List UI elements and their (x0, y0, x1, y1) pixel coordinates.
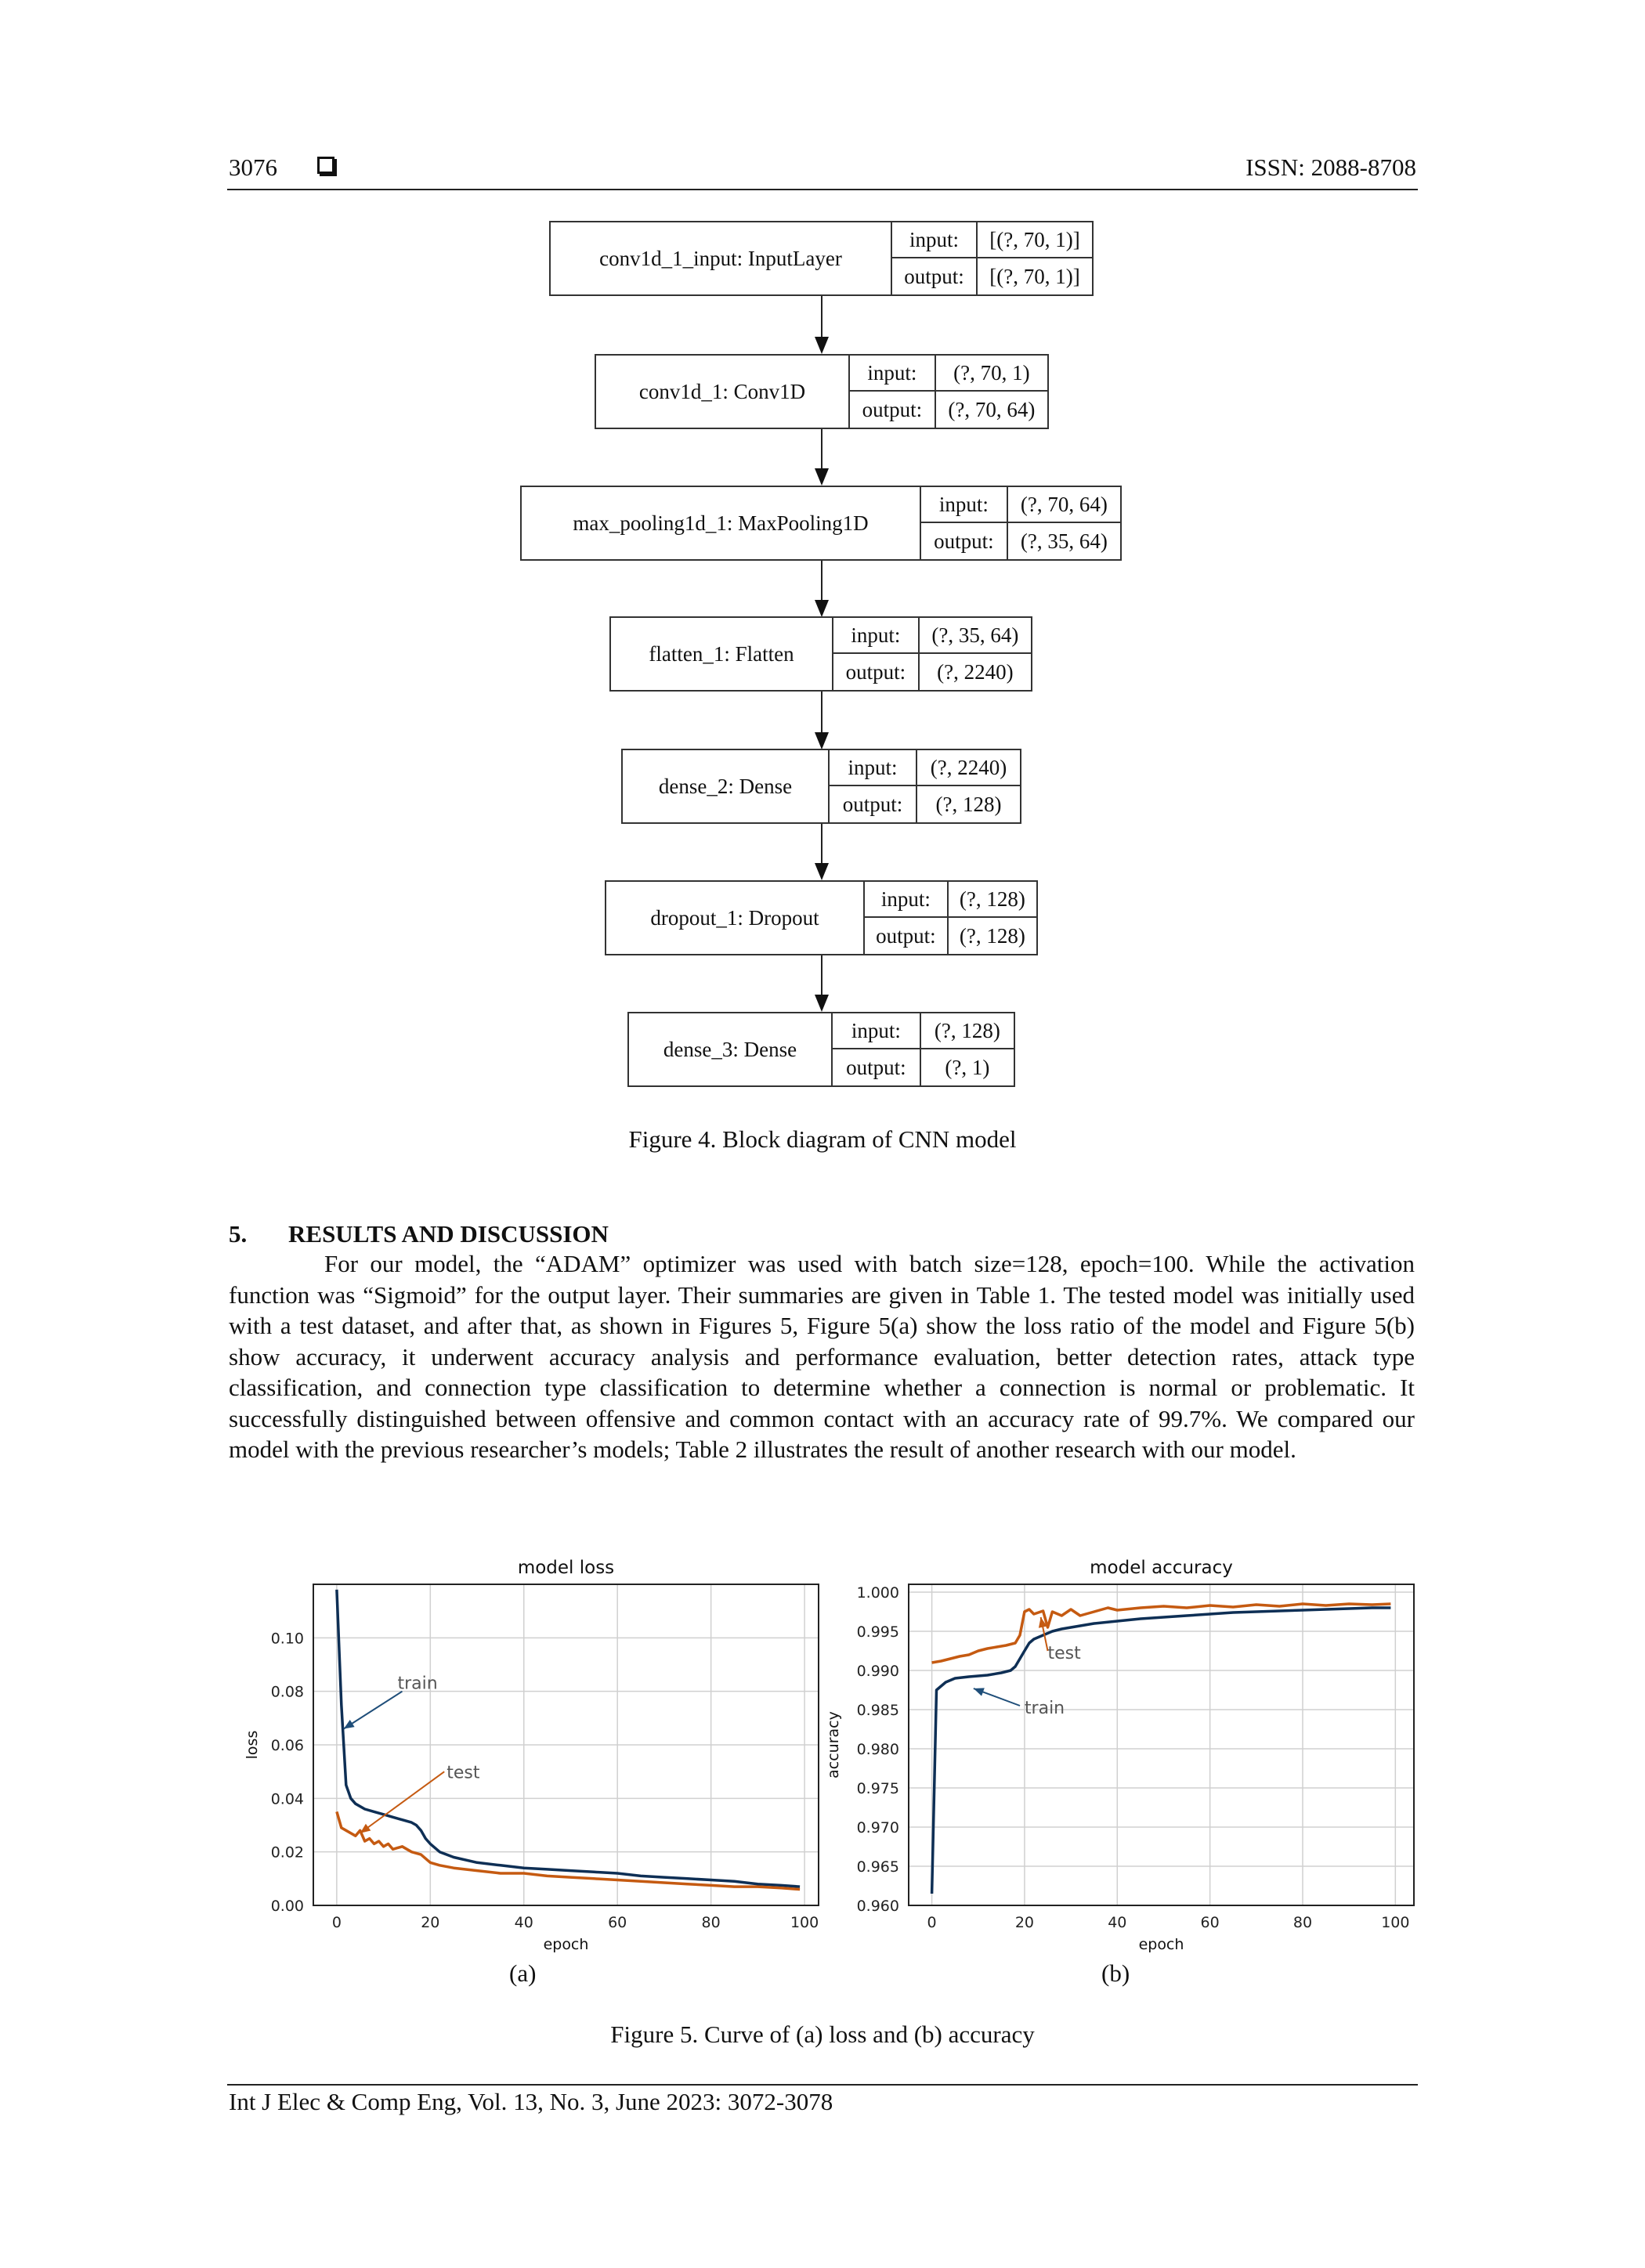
layer-name: dropout_1: Dropout (606, 882, 865, 954)
arrow-head (815, 600, 829, 617)
x-tick-label: 0 (331, 1914, 342, 1931)
layer-name: conv1d_1_input: InputLayer (551, 222, 892, 294)
series-line-test (932, 1604, 1391, 1663)
annotation-label: test (446, 1763, 480, 1783)
output-shape: (?, 35, 64) (1020, 529, 1108, 553)
subfigure-b-label: (b) (1101, 1959, 1130, 1987)
x-axis-label: epoch (543, 1936, 589, 1953)
output-shape: (?, 128) (959, 923, 1025, 948)
footer-rule (227, 2084, 1418, 2086)
y-axis-label: loss (244, 1730, 261, 1760)
x-tick-label: 0 (927, 1914, 937, 1931)
arrow (821, 692, 822, 732)
arrow-head (815, 863, 829, 880)
output-shape: [(?, 70, 1)] (989, 264, 1080, 288)
output-shape: (?, 2240) (937, 659, 1014, 684)
x-tick-label: 80 (1292, 1914, 1313, 1931)
page-number: 3076 (229, 153, 277, 181)
layer-block-dense-2 (621, 749, 1021, 824)
y-tick-label: 1.000 (856, 1584, 899, 1602)
arrow-head (815, 995, 829, 1012)
body-text: For our model, the “ADAM” optimizer was used with batch size=128, epoch=100. While the activation function was “Sigmoid” for the output layer. Their summaries are given in Table 1. The tested model was initially used with a test dataset, and after that, as shown in Figures 5, Figure 5(a) show the loss ratio of the model and Figure 5(b) show accuracy, it underwent accuracy analysis and performance evaluation, better detection rates, attack type classification, and connection type classification to determine whether a connection is normal or problematic. It successfully distinguished between offensive and common contact with an accuracy rate of 99.7%. We compared our model with the previous researcher’s models; Table 2 illustrates the result of another research with our model. (229, 1250, 1415, 1463)
input-shape: (?, 70, 64) (1008, 487, 1120, 523)
layer-name: dense_3: Dense (629, 1013, 833, 1085)
input-label: input: (921, 487, 1008, 523)
input-shape: (?, 128) (921, 1013, 1014, 1049)
y-tick-label: 0.970 (856, 1819, 899, 1836)
annotation-arrowhead (344, 1720, 355, 1729)
y-tick-label: 0.995 (856, 1623, 899, 1641)
output-label: output: (830, 786, 917, 822)
y-tick-label: 0.02 (270, 1844, 304, 1862)
arrow (821, 955, 822, 995)
figure-5-caption: Figure 5. Curve of (a) loss and (b) accuracy (610, 2021, 1035, 2048)
input-label: input: (830, 750, 917, 786)
layer-block-dense-3 (627, 1012, 1015, 1087)
footer-journal: Int J Elec & Comp Eng, Vol. 13, No. 3, June 2023: 3072-3078 (229, 2088, 833, 2115)
annotation-arrowhead (974, 1688, 985, 1696)
annotation-label: train (1024, 1699, 1065, 1718)
input-label: input: (833, 1013, 921, 1049)
x-tick-label: 40 (1108, 1914, 1127, 1931)
input-shape: (?, 128) (949, 882, 1036, 918)
output-label: output: (850, 392, 936, 428)
y-tick-label: 0.990 (856, 1663, 899, 1680)
y-axis-label: accuracy (825, 1711, 842, 1779)
y-tick-label: 0.10 (270, 1630, 304, 1648)
output-label: output: (833, 1049, 921, 1085)
layer-name: conv1d_1: Conv1D (596, 356, 850, 428)
layer-block-conv1d (595, 354, 1049, 429)
annotation-arrowhead (360, 1824, 371, 1833)
layer-block-flatten (609, 616, 1032, 692)
y-tick-label: 0.08 (270, 1683, 304, 1701)
x-tick-label: 60 (1200, 1914, 1220, 1931)
accuracy-chart (825, 1547, 1426, 1962)
arrow-head (815, 468, 829, 486)
output-label: output: (865, 918, 949, 954)
chart-title: model loss (517, 1558, 615, 1578)
x-tick-label: 100 (1381, 1914, 1410, 1931)
x-tick-label: 40 (514, 1914, 533, 1931)
arrow (821, 429, 822, 468)
output-shape: (?, 70, 64) (948, 397, 1036, 421)
y-tick-label: 0.06 (270, 1737, 304, 1754)
arrow (821, 561, 822, 600)
x-tick-label: 20 (421, 1914, 440, 1931)
header-square-icon (317, 157, 334, 176)
x-tick-label: 100 (790, 1914, 819, 1931)
input-label: input: (850, 356, 936, 392)
output-label: output: (921, 523, 1008, 559)
x-tick-label: 20 (1014, 1914, 1035, 1931)
y-tick-label: 0.965 (856, 1858, 899, 1876)
input-label: input: (892, 222, 978, 258)
loss-chart (235, 1547, 830, 1962)
y-tick-label: 0.04 (270, 1790, 304, 1808)
arrow (821, 296, 822, 337)
input-shape: [(?, 70, 1)] (978, 222, 1092, 258)
issn: ISSN: 2088-8708 (1246, 153, 1416, 181)
output-label: output: (833, 654, 920, 690)
body-paragraph (229, 1248, 1415, 1465)
section-title: RESULTS AND DISCUSSION (288, 1220, 609, 1248)
annotation-arrow (344, 1692, 403, 1729)
arrow (821, 824, 822, 863)
header-rule (227, 189, 1418, 190)
y-tick-label: 0.00 (270, 1898, 304, 1915)
annotation-label: test (1047, 1644, 1081, 1663)
y-tick-label: 0.960 (856, 1898, 899, 1915)
layer-block-dropout (605, 880, 1038, 955)
y-tick-label: 0.975 (856, 1780, 899, 1797)
subfigure-a-label: (a) (509, 1959, 537, 1987)
y-tick-label: 0.980 (856, 1741, 899, 1758)
arrow-head (815, 337, 829, 354)
annotation-label: train (397, 1674, 438, 1694)
chart-title: model accuracy (1090, 1558, 1233, 1578)
arrow-head (815, 732, 829, 749)
x-axis-label: epoch (1138, 1936, 1184, 1953)
x-tick-label: 60 (608, 1914, 627, 1931)
figure-4-caption: Figure 4. Block diagram of CNN model (628, 1125, 1017, 1153)
series-line-train (337, 1590, 800, 1887)
section-number: 5. (229, 1220, 248, 1248)
series-line-train (932, 1608, 1391, 1894)
input-shape: (?, 2240) (917, 750, 1020, 786)
layer-name: max_pooling1d_1: MaxPooling1D (522, 487, 921, 559)
output-shape: (?, 1) (945, 1055, 990, 1079)
annotation-arrow (360, 1771, 445, 1833)
x-tick-label: 80 (701, 1914, 721, 1931)
layer-name: flatten_1: Flatten (611, 618, 833, 690)
layer-block-maxpool (520, 486, 1122, 561)
input-label: input: (833, 618, 920, 654)
input-shape: (?, 35, 64) (920, 618, 1031, 654)
output-label: output: (892, 258, 978, 294)
layer-block-input (549, 221, 1094, 296)
input-shape: (?, 70, 1) (936, 356, 1047, 392)
input-label: input: (865, 882, 949, 918)
series-line-test (337, 1811, 800, 1889)
plot-frame (909, 1584, 1414, 1905)
layer-name: dense_2: Dense (623, 750, 830, 822)
y-tick-label: 0.985 (856, 1702, 899, 1719)
output-shape: (?, 128) (935, 792, 1002, 816)
